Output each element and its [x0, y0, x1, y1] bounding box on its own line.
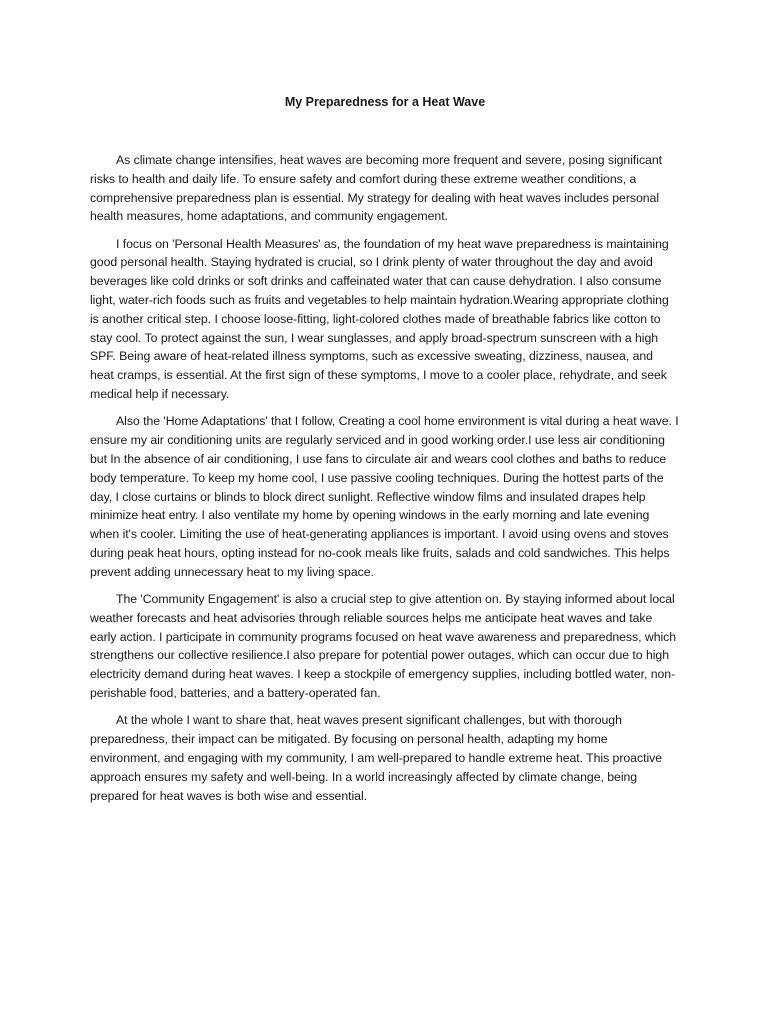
paragraph-personal-health: I focus on 'Personal Health Measures' as, the foundation of my heat wave preparedness is maintaining good personal health. Staying hydrated is crucial, so I drink plenty of water throughout the day and avoid beverages like cold drinks or soft drinks and caffeinated water that can cause dehydration. I also consume light, water-rich foods such as fruits and vegetables to help maintain hydration.Wearing appropriate clothing is another critical step. I choose loose-fitting, light-colored clothes made of breathable fabrics like cotton to stay cool. To protect against the sun, I wear sunglasses, and apply broad-spectrum sunscreen with a high SPF. Being aware of heat-related illness symptoms, such as excessive sweating, dizziness, nausea, and heat cramps, is essential. At the first sign of these symptoms, I move to a cooler place, rehydrate, and seek medical help if necessary.	[90, 236, 669, 402]
paragraph-conclusion: At the whole I want to share that, heat waves present significant challenges, but with thorough preparedness, their impact can be mitigated. By focusing on personal health, adapting my home environment, and engaging with my community, I am well-prepared to handle extreme heat. This proactive approach ensures my safety and well-being. In a world increasingly affected by climate change, being prepared for heat waves is both wise and essential.	[90, 713, 663, 803]
paragraph-intro: As climate change intensifies, heat waves are becoming more frequent and severe, posing significant risks to health and daily life. To ensure safety and comfort during these extreme weather conditions, a comprehensive preparedness plan is essential. My strategy for dealing with heat waves includes personal health measures, home adaptations, and community engagement.	[90, 153, 662, 224]
paragraph-home-adaptations: Also the 'Home Adaptations' that I follow, Creating a cool home environment is vital during a heat wave. I ensure my air conditioning units are regularly serviced and in good working order.I use less air conditioning but In the absence of air conditioning, I use fans to circulate air and wears cool clothes and baths to reduce body temperature. To keep my home cool, I use passive cooling techniques. During the hottest parts of the day, I close curtains or blinds to block direct sunlight. Reflective window films and insulated drapes help minimize heat entry. I also ventilate my home by opening windows in the early morning and late evening when it's cooler. Limiting the use of heat-generating appliances is important. I avoid using ovens and stoves during peak heat hours, opting instead for no-cook meals like fruits, salads and cold sandwiches. This helps prevent adding unnecessary heat to my living space.	[90, 414, 679, 579]
paragraph-community-engagement: The 'Community Engagement' is also a crucial step to give attention on. By staying informed about local weather forecasts and heat advisories through reliable sources helps me anticipate heat waves and take early action. I participate in community programs focused on heat wave awareness and preparedness, which strengthens our collective resilience.I also prepare for potential power outages, which can occur due to high electricity demand during heat waves. I keep a stockpile of emergency supplies, including bottled water, non-perishable food, batteries, and a battery-operated fan.	[90, 592, 677, 701]
document-title: My Preparedness for a Heat Wave	[284, 95, 486, 109]
document-body	[90, 93, 680, 814]
